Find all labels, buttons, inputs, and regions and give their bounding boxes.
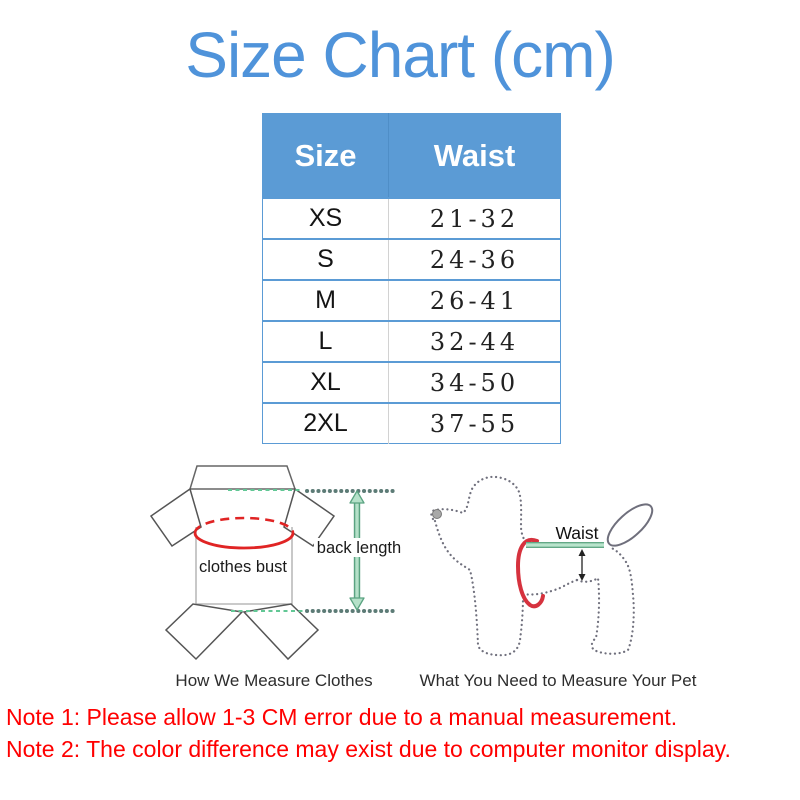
size-value: 2XL: [263, 403, 389, 444]
back-length-label: back length: [316, 539, 402, 557]
waist-value: 32-44: [389, 321, 561, 362]
size-value: L: [263, 321, 389, 362]
size-value: M: [263, 280, 389, 321]
pet-diagram-caption: What You Need to Measure Your Pet: [419, 671, 697, 690]
size-table: [262, 113, 561, 444]
size-value: S: [263, 239, 389, 280]
table-row: [263, 362, 561, 403]
waist-band: [518, 540, 543, 606]
garment-collar: [190, 466, 295, 489]
waist-value: 34-50: [389, 362, 561, 403]
size-column-header: Size: [263, 114, 389, 199]
clothes-measure-diagram: [140, 455, 412, 667]
waist-value: 21-32: [389, 198, 561, 239]
dog-tail: [601, 498, 658, 553]
table-row: [263, 280, 561, 321]
garment-left-leg: [166, 604, 242, 659]
size-value: XS: [263, 198, 389, 239]
clothes-bust-label: clothes bust: [198, 558, 288, 576]
note-1: Note 1: Please allow 1-3 CM error due to a manual measurement.: [6, 704, 678, 730]
garment-left-sleeve: [151, 489, 201, 546]
table-row: [263, 198, 561, 239]
table-row: [263, 321, 561, 362]
dog-outline: [431, 477, 633, 655]
note-2: Note 2: The color difference may exist due to computer monitor display.: [6, 736, 731, 762]
table-row: [263, 239, 561, 280]
waist-value: 24-36: [389, 239, 561, 280]
bust-ellipse-front: [195, 533, 293, 548]
size-value: XL: [263, 362, 389, 403]
size-table-header-row: [263, 114, 561, 199]
waist-value: 26-41: [389, 280, 561, 321]
clothes-diagram-caption: How We Measure Clothes: [175, 671, 373, 690]
dog-nose: [433, 510, 442, 519]
bust-ellipse-back: [195, 518, 293, 533]
waist-value: 37-55: [389, 403, 561, 444]
page-title: Size Chart (cm): [185, 19, 615, 91]
waist-label: Waist: [555, 523, 599, 543]
dog-measure-diagram: [418, 448, 710, 666]
table-row: [263, 403, 561, 444]
waist-measure-arrow: [579, 549, 586, 581]
waist-column-header: Waist: [389, 114, 561, 199]
